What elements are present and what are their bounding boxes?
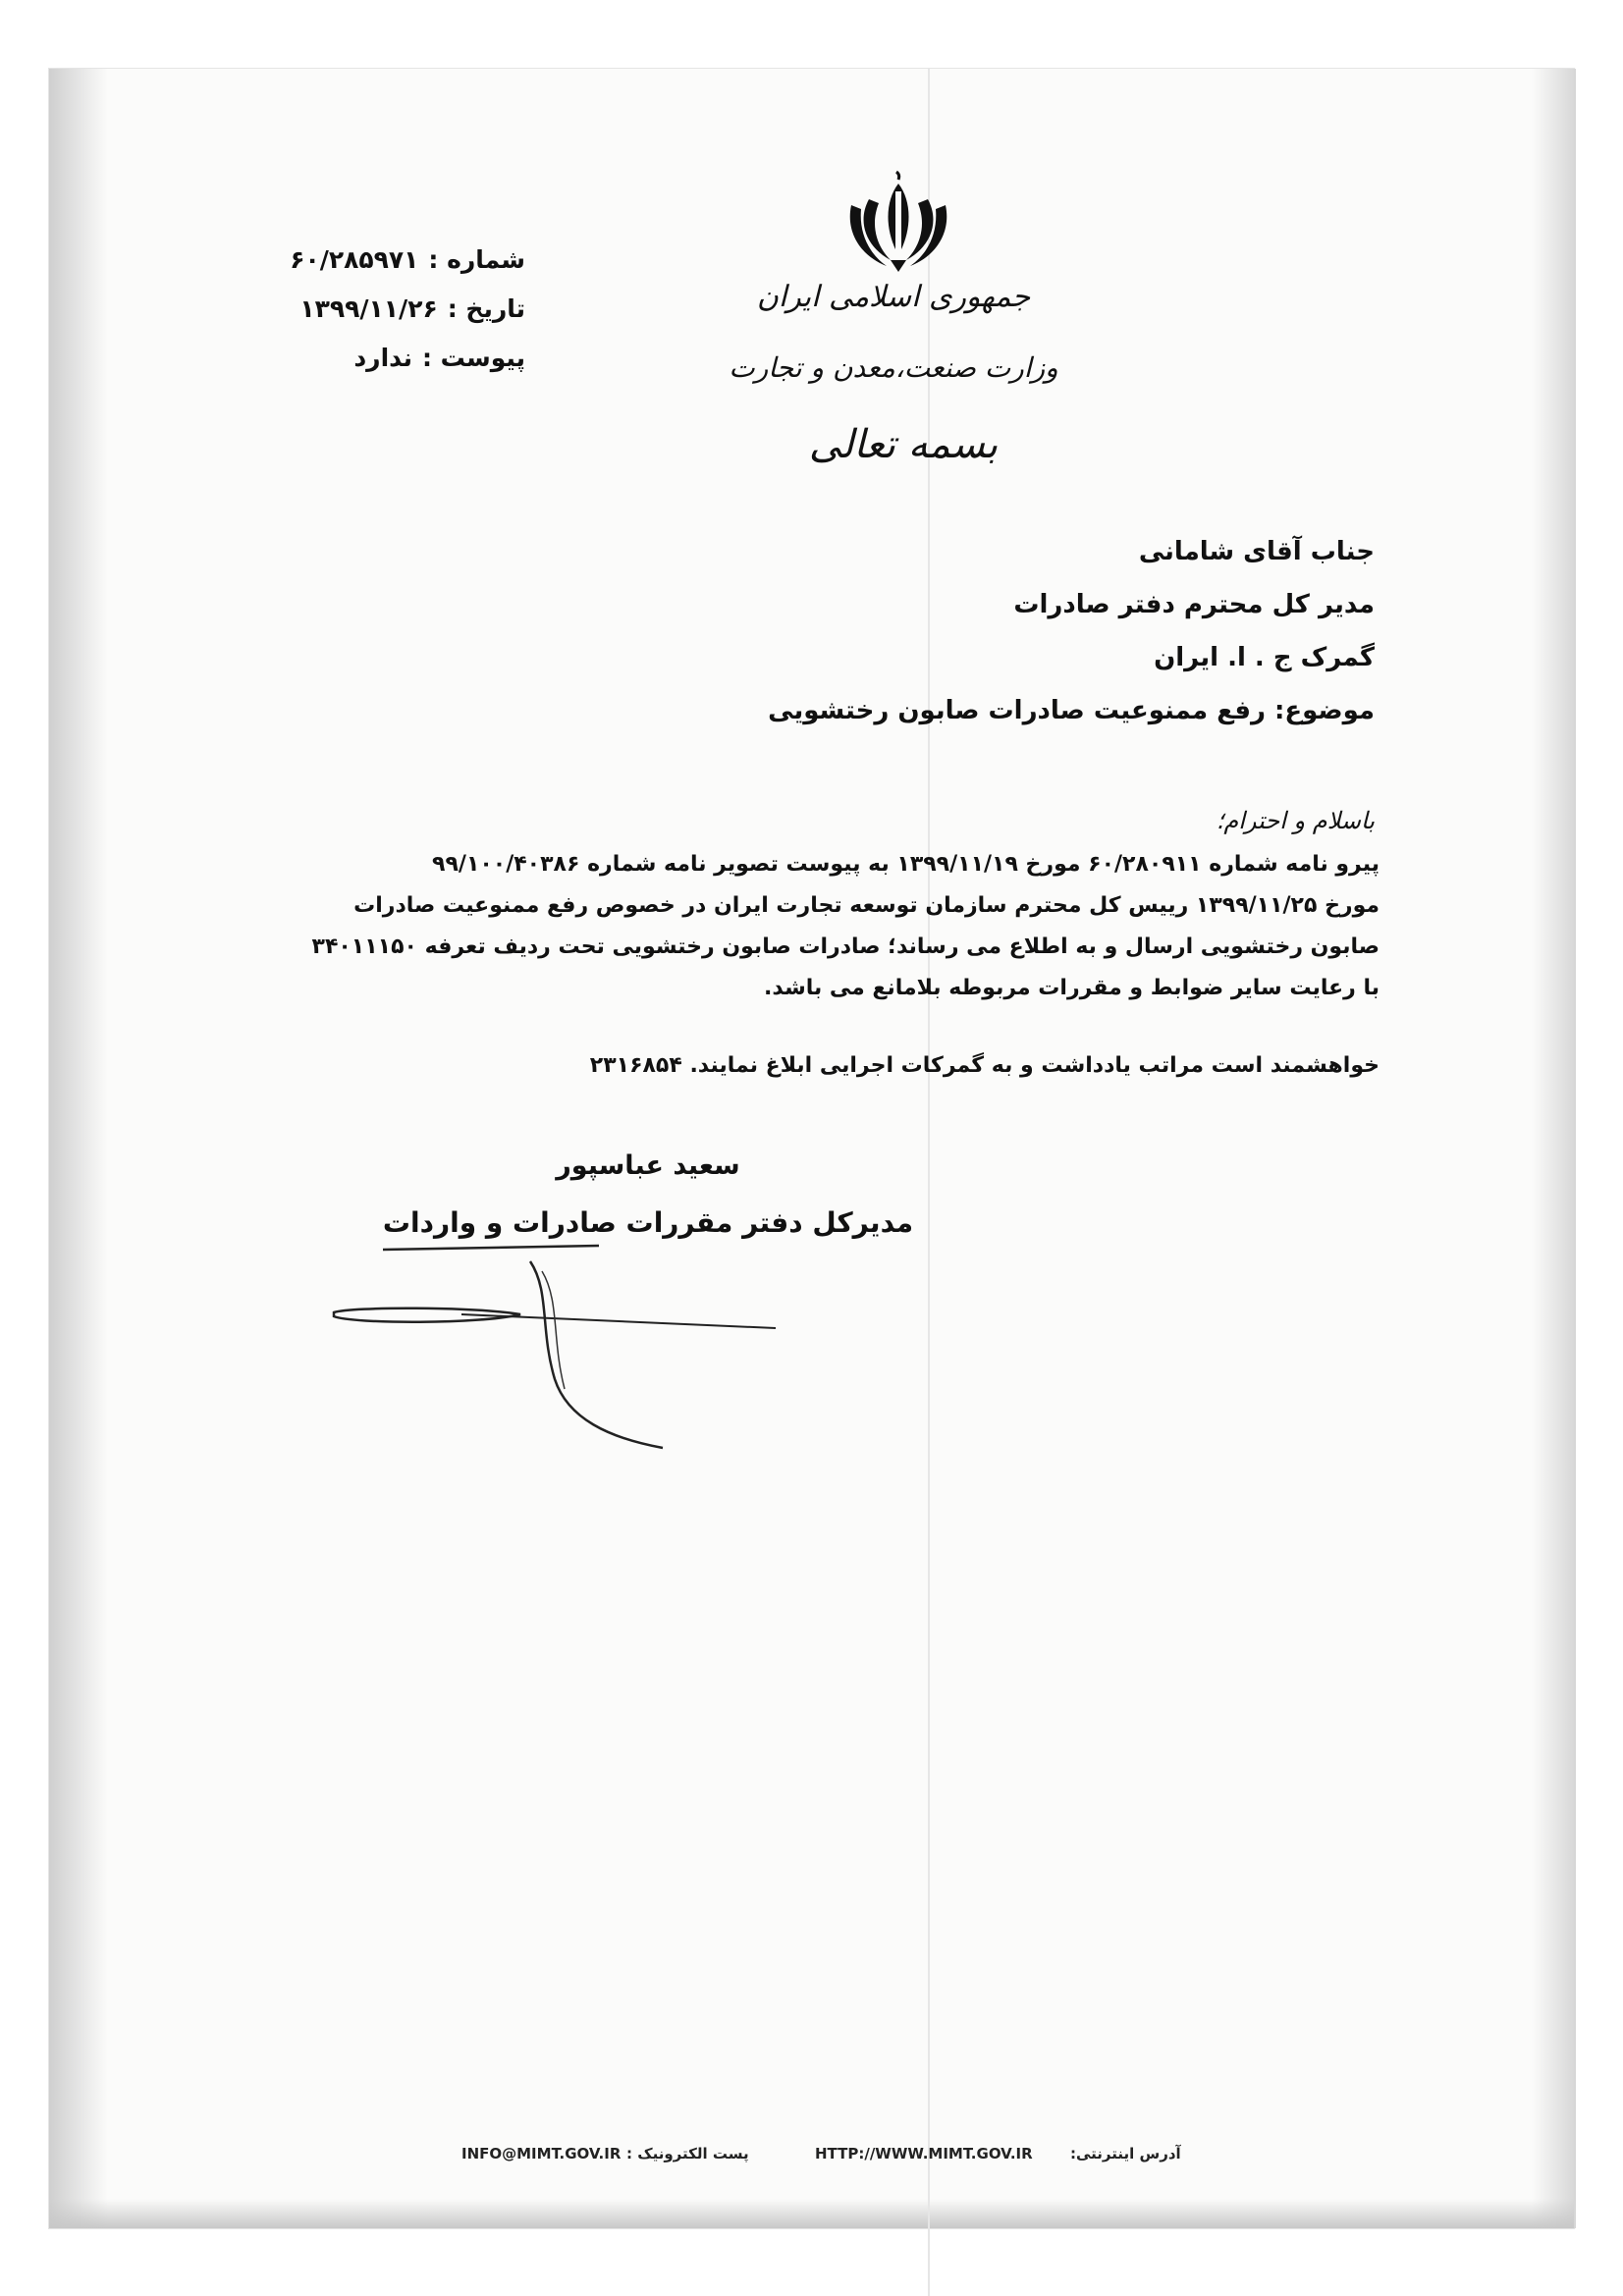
ministry-heading: وزارت صنعت،معدن و تجارت [729, 351, 1058, 384]
bismillah-heading: بسمه تعالی [808, 422, 999, 467]
iran-emblem-icon [839, 162, 957, 280]
scan-shadow-left [49, 69, 108, 2228]
footer-website-label: آدرس اینترنتی: [1070, 2145, 1181, 2163]
recipient-organization: گمرک ج . ا. ایران [1154, 643, 1375, 672]
body-line: مورخ ۱۳۹۹/۱۱/۲۵ رییس کل محترم سازمان توسعه تجارت ایران در خصوص رفع ممنوعیت صادرات [353, 893, 1380, 918]
signer-block [373, 1139, 923, 1253]
letter-number-label: شماره : [428, 245, 525, 274]
letter-closing: خواهشمند است مراتب یادداشت و به گمرکات اجرایی ابلاغ نمایند. ۲۳۱۶۸۵۴ [589, 1053, 1380, 1078]
footer-website: HTTP://WWW.MIMT.GOV.IR [815, 2145, 1033, 2163]
footer-email: INFO@MIMT.GOV.IR [461, 2145, 622, 2163]
body-line: پیرو نامه شماره ۶۰/۲۸۰۹۱۱ مورخ ۱۳۹۹/۱۱/۱۹ به پیوست تصویر نامه شماره ۹۹/۱۰۰/۴۰۳۸۶ [432, 852, 1380, 877]
scan-shadow-right [1532, 69, 1576, 2228]
letter-number-row [245, 236, 525, 285]
letter-date-row [245, 285, 525, 334]
letter-attachment-label: پیوست : [421, 344, 525, 372]
letter-body [295, 844, 1380, 1009]
letter-attachment-value: ندارد [353, 344, 412, 372]
body-line: با رعایت سایر ضوابط و مقررات مربوطه بلامانع می باشد. [764, 976, 1380, 1000]
letter-meta [245, 236, 525, 383]
scan-shadow-bottom [49, 2199, 1574, 2228]
letter-date-label: تاریخ : [447, 294, 525, 323]
letter-attachment-row [245, 334, 525, 383]
signer-name: سعید عباسپور [556, 1150, 740, 1181]
letter-subject: موضوع: رفع ممنوعیت صادرات صابون رختشویی [768, 696, 1375, 725]
footer-email-label: پست الکترونیک : [626, 2145, 749, 2163]
paper-fold-line [928, 69, 930, 2296]
handwritten-signature [314, 1242, 785, 1468]
letter-greeting: باسلام و احترام؛ [1216, 807, 1375, 834]
body-line: صابون رختشویی ارسال و به اطلاع می رساند؛ صادرات صابون رختشویی تحت ردیف تعرفه ۳۴۰۱۱۱۵۰ [311, 934, 1380, 959]
letter-number-value: ۶۰/۲۸۵۹۷۱ [290, 245, 419, 274]
signer-title: مدیرکل دفتر مقررات صادرات و واردات [382, 1206, 914, 1239]
recipient-block [768, 525, 1375, 737]
republic-heading: جمهوری اسلامی ایران [756, 280, 1031, 314]
recipient-name: جناب آقای شامانی [1138, 537, 1375, 566]
letter-date-value: ۱۳۹۹/۱۱/۲۶ [299, 294, 438, 323]
letter-footer [461, 2145, 1208, 2174]
recipient-position: مدیر کل محترم دفتر صادرات [1013, 590, 1375, 619]
